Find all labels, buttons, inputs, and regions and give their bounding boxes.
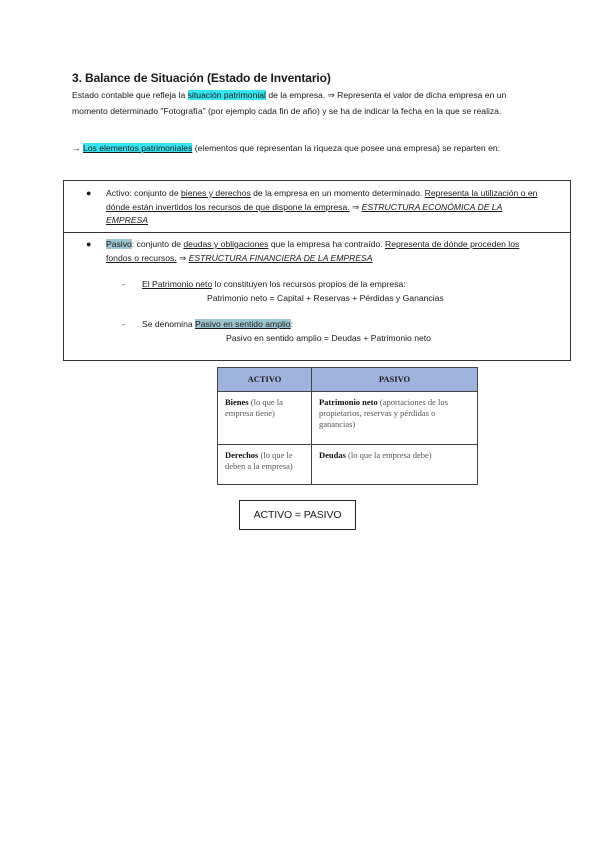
cell-text: (lo que la empresa tiene) xyxy=(225,397,283,418)
cell-bold: Bienes xyxy=(225,397,249,407)
table-row xyxy=(218,445,478,485)
table-row xyxy=(218,392,478,445)
arrow-icon: → xyxy=(72,143,81,153)
pasivo-estructura: ESTRUCTURA FINANCIERA DE LA EMPRESA xyxy=(188,252,373,263)
cell-text: (lo que le deben a la empresa) xyxy=(225,450,293,471)
cell-bold: Patrimonio neto xyxy=(318,397,378,407)
bullet-icon: ● xyxy=(86,239,92,249)
table-cell xyxy=(311,445,477,485)
pasivo-representa: Representa de dónde proceden los fondos o recursos. xyxy=(106,239,520,263)
cell-bold: Derechos xyxy=(225,450,259,460)
activo-pasivo-equation: ACTIVO = PASIVO xyxy=(239,500,356,530)
dash-icon: - xyxy=(122,279,125,289)
pasivo-amplio-text xyxy=(142,318,522,332)
activo-estructura: ESTRUCTURA ECONÓMICA DE LA EMPRESA xyxy=(106,201,503,225)
implies-icon: ⇒ xyxy=(176,252,189,263)
intro-text-rest: de la empresa. ⇒ Representa el valor de dicha empresa en un momento determinado "Fotografía" (por ejemplo cada fin de año) y se ha de indicar la fecha en la que se realiza. xyxy=(72,90,507,116)
patrimonio-neto-label: El Patrimonio neto xyxy=(142,279,213,289)
pasivo-amplio-post: : xyxy=(290,319,293,329)
pasivo-mid: que la empresa ha contraído. xyxy=(268,239,386,249)
pasivo-box xyxy=(63,233,571,361)
table-header-activo: ACTIVO xyxy=(218,368,312,392)
highlight-elementos-patrimoniales: Los elementos patrimoniales xyxy=(82,143,193,153)
activo-label: Activo: conjunto de xyxy=(106,188,182,198)
patrimonio-neto-text xyxy=(142,278,522,292)
pasivo-amplio-formula: Pasivo en sentido amplio = Deudas + Patrimonio neto xyxy=(226,333,431,343)
table-cell xyxy=(218,445,312,485)
intro-paragraph xyxy=(72,87,542,119)
highlight-situacion-patrimonial: situación patrimonial xyxy=(187,90,266,100)
dash-icon: - xyxy=(122,319,125,329)
pasivo-amplio-pre: Se denomina xyxy=(142,319,196,329)
activo-representa: Representa la utilización o en dónde están invertidos los recursos de que dispone la empresa. xyxy=(106,188,538,212)
highlight-pasivo: Pasivo xyxy=(106,239,132,249)
activo-box xyxy=(63,180,571,233)
cell-text: (aportaciones de los propietarios, reservas y pérdidas o ganancias) xyxy=(318,397,448,429)
elements-text: (elementos que representan la riqueza que posee una empresa) se reparten en: xyxy=(192,143,501,153)
pasivo-deudas-obligaciones: deudas y obligaciones xyxy=(183,239,269,249)
pasivo-label: : conjunto de xyxy=(131,239,184,249)
table-header-pasivo: PASIVO xyxy=(311,368,477,392)
table-header-row xyxy=(218,368,478,392)
implies-icon: ⇒ xyxy=(349,201,362,212)
patrimonio-neto-desc: lo constituyen los recursos propios de la empresa: xyxy=(212,279,406,289)
pasivo-text xyxy=(106,238,546,265)
section-title: 3. Balance de Situación (Estado de Inventario) xyxy=(72,71,331,85)
activo-mid: de la empresa en un momento determinado. xyxy=(250,188,425,198)
table-cell xyxy=(311,392,477,445)
highlight-pasivo-amplio: Pasivo en sentido amplio xyxy=(195,319,291,329)
activo-text xyxy=(106,187,546,228)
patrimonio-neto-formula: Patrimonio neto = Capital + Reservas + Pérdidas y Ganancias xyxy=(207,293,444,303)
intro-text: Estado contable que refleja la xyxy=(72,90,188,100)
activo-bienes-derechos: bienes y derechos xyxy=(181,188,251,198)
elements-paragraph xyxy=(72,141,542,155)
cell-bold: Deudas xyxy=(318,450,346,460)
bullet-icon: ● xyxy=(86,188,92,198)
table-cell xyxy=(218,392,312,445)
activo-pasivo-table xyxy=(217,367,478,485)
cell-text: (lo que la empresa debe) xyxy=(345,450,432,460)
